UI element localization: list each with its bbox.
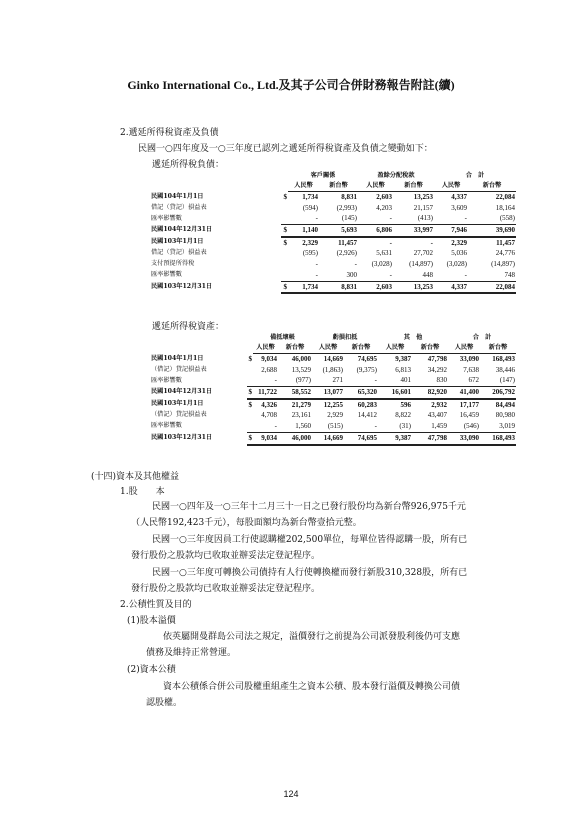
table-cell: 16,601 [378,386,412,398]
deferred-tax-intro: 民國一○四年度及一○三年度已認列之遞延所得稅資產及負債之變動如下： [138,144,433,154]
table-cell: - [253,375,278,386]
capital-surplus-paragraph-b: 認股權。 [146,698,183,708]
share-capital-paragraph-3a: 民國一○三年度可轉換公司債持有人行使轉換權而發行新股310,328股，所有已 [152,568,468,578]
table-cell: 596 [400,400,411,409]
table-cell: - [253,421,278,432]
table-cell: (546) [448,421,480,432]
table-cell: 43,407 [427,411,447,420]
table-cell: 65,320 [344,386,378,398]
table-cell: (3,028) [371,260,392,269]
table-cell: (515) [312,421,344,432]
table-cell: 1,734 [302,192,318,201]
table-row [150,203,516,214]
table-cell: - [389,238,392,247]
row-label: 借記（貸記）損益表 [151,249,207,257]
table-cell: 80,980 [495,411,515,420]
table-cell: 6,813 [395,365,411,374]
table-cell: (3,028) [446,260,467,269]
table-cell: 4,326 [261,400,277,409]
table-cell: 2,932 [431,400,447,409]
table-row [150,375,516,386]
table-cell: 13,253 [413,192,433,201]
deferred-tax-assets-caption: 遞延所得稅資產： [152,322,225,332]
table-row [150,191,516,202]
table-cell: - [358,213,393,224]
table-cell: - [434,270,468,281]
table-cell: 5,036 [451,249,467,258]
table-cell: 1,140 [288,224,319,236]
table-cell: (31) [378,421,412,432]
row-label: 匯率影響數 [151,271,182,279]
table-cell: 13,077 [312,386,344,398]
table-cell: 4,708 [261,411,277,420]
page-number: 124 [283,789,299,799]
table-cell: 46,000 [291,354,311,363]
table-cell: 4,203 [376,203,392,212]
table-row [150,248,516,259]
table-row [150,365,516,376]
table-cell: 74,695 [357,354,377,363]
table-row [150,353,516,364]
table-cell: 34,292 [427,365,447,374]
row-label: （借記）貸記損益表 [151,411,207,419]
header-blank [281,170,288,181]
table-cell: 14,669 [312,432,344,444]
table-cell: 2,688 [261,365,277,374]
table-cell: 2,929 [327,411,343,420]
currency-symbol [281,270,288,281]
table-row [150,270,516,281]
table-cell: 17,177 [459,400,479,409]
table-cell: 8,831 [341,192,357,201]
table-cell: 6,806 [358,224,393,236]
currency-symbol: $ [247,432,253,444]
table-cell: 271 [312,375,344,386]
row-label: 支付預提所得稅 [151,260,195,268]
row-label: 民國104年12月31日 [151,388,213,396]
row-label: 匯率影響數 [151,214,182,222]
table-cell: 18,164 [495,203,515,212]
table-cell: 748 [468,270,516,281]
row-label: 匯率影響數 [151,376,182,384]
table-cell: 3,609 [451,203,467,212]
share-capital-paragraph-2a: 民國一○三年度因員工行使認購權202,500單位，每單位皆得認購一股，所有已 [152,535,468,545]
table-row [150,259,516,270]
table-cell: 13,529 [291,365,311,374]
currency-symbol [281,213,288,224]
table-cell: - [358,270,393,281]
table-cell: 1,560 [278,421,312,432]
share-capital-paragraph-1b: （人民幣192,423千元），每股面額均為新台幣壹拾元整。 [131,518,362,528]
group-header: 盈餘分配稅款 [377,171,415,179]
table-cell: 33,090 [459,354,479,363]
table-cell: (2,993) [336,203,357,212]
table-cell: 13,253 [393,281,434,293]
table-cell: 2,603 [376,192,392,201]
table-cell: 9,387 [395,354,411,363]
table-cell: 9,034 [261,354,277,363]
table-cell: - [288,213,319,224]
table-cell: - [434,213,468,224]
currency-symbol [281,259,288,270]
currency-header: 新台幣 [468,181,516,192]
currency-symbol: $ [283,238,287,247]
reserves-heading: 2.公積性質及目的 [120,600,192,610]
section-heading-deferred-tax: 2.遞延所得稅資產及負債 [120,128,219,138]
currency-header: 新台幣 [393,181,434,192]
row-label: 民國103年1月1日 [151,400,204,408]
row-label: 匯率影響數 [151,422,182,430]
table-row [150,224,516,236]
group-header-row [150,332,516,343]
table-cell: 22,084 [468,281,516,293]
currency-header: 人民幣 [448,343,480,354]
table-cell: 16,459 [459,411,479,420]
table-row [150,386,516,398]
share-premium-heading: (1)股本溢價 [127,616,176,626]
table-cell: 39,690 [468,224,516,236]
currency-symbol [281,203,288,214]
table-cell: 830 [412,375,448,386]
table-row [150,213,516,224]
currency-header: 人民幣 [434,181,468,192]
share-capital-paragraph-2b: 發行股份之股款均已收取並辦妥法定登記程序。 [131,551,321,561]
row-label: 民國103年1月1日 [151,238,204,246]
table-cell: 74,695 [344,432,378,444]
table-cell: (558) [468,213,516,224]
table-cell: - [344,421,378,432]
currency-header: 人民幣 [253,343,278,354]
table-cell: 82,920 [412,386,448,398]
header-blank [281,181,288,192]
table-cell: - [354,260,357,269]
group-header: 其 他 [403,333,423,341]
section-heading-equity: (十四)資本及其他權益 [91,472,180,482]
group-header: 合 計 [472,333,492,341]
table-cell: (145) [319,213,358,224]
table-cell: 206,792 [480,386,516,398]
currency-header: 人民幣 [288,181,319,192]
group-header-row [150,170,516,181]
deferred-tax-liabilities-caption: 遞延所得稅負債： [152,160,225,170]
table-cell: (14,897) [491,260,515,269]
table-cell: (147) [480,375,516,386]
currency-symbol: $ [281,224,288,236]
table-cell: 1,459 [412,421,448,432]
table-cell: 27,702 [413,249,433,258]
currency-header: 人民幣 [378,343,412,354]
table-cell: 7,946 [434,224,468,236]
row-label: 民國104年1月1日 [151,192,204,200]
table-cell: 448 [393,270,434,281]
row-label: 民國104年1月1日 [151,354,204,362]
table-cell: 41,400 [448,386,480,398]
currency-symbol [281,248,288,259]
table-cell: (14,897) [409,260,433,269]
currency-header: 新台幣 [319,181,358,192]
currency-header-row [150,343,516,354]
table-cell: 38,446 [495,365,515,374]
table-cell: 47,798 [427,354,447,363]
table-row [150,399,516,411]
table-cell: 58,552 [278,386,312,398]
table-cell: 8,822 [395,411,411,420]
table-cell: (2,926) [336,249,357,258]
table-cell: 11,722 [253,386,278,398]
capital-surplus-heading: (2)資本公積 [127,665,176,675]
table-cell: 12,255 [323,400,343,409]
currency-header: 人民幣 [312,343,344,354]
table-cell: 672 [448,375,480,386]
table-row [150,237,516,249]
currency-symbol: $ [283,192,287,201]
table-cell: 21,157 [413,203,433,212]
table-cell: 9,034 [253,432,278,444]
table-cell: (413) [393,213,434,224]
table-row [150,410,516,421]
table-cell: 168,493 [492,354,515,363]
table-cell: (977) [278,375,312,386]
table-cell: 24,776 [495,249,515,258]
table-cell: 401 [378,375,412,386]
deferred-tax-liabilities-table [150,170,516,294]
currency-symbol: $ [248,354,252,363]
table-cell: 3,019 [480,421,516,432]
table-cell: (595) [302,249,318,258]
table-cell: - [430,238,433,247]
table-cell: 21,279 [291,400,311,409]
table-cell: (594) [302,203,318,212]
table-cell: 14,412 [357,411,377,420]
share-capital-paragraph-3b: 發行股份之股款均已收取並辦妥法定登記程序。 [131,584,321,594]
row-label: 民國103年12月31日 [151,282,213,290]
table-cell: (9,375) [356,365,377,374]
header-blank [150,170,281,181]
table-row [150,421,516,432]
table-row [150,281,516,293]
table-cell: 11,457 [338,238,357,247]
deferred-tax-assets-table [150,332,516,446]
table-cell: - [288,270,319,281]
group-header: 備抵壞帳 [270,333,295,341]
row-label: （借記）貸記損益表 [151,365,207,373]
table-cell: 8,831 [319,281,358,293]
table-cell: 33,997 [393,224,434,236]
header-blank [150,332,247,343]
table-cell: 4,337 [434,281,468,293]
currency-symbol: $ [247,386,253,398]
currency-header-row [150,181,516,192]
share-premium-paragraph-a: 依英屬開曼群島公司法之規定，溢價發行之前提為公司派發股利後仍可支應 [163,632,461,642]
table-cell: 23,161 [291,411,311,420]
table-cell: 2,603 [358,281,393,293]
group-header: 客戶關係 [310,171,336,179]
table-cell: 60,283 [357,400,377,409]
header-blank [150,343,247,354]
table-cell: 33,090 [448,432,480,444]
share-capital-paragraph-1a: 民國一○四年及一○三年十二月三十一日之已發行股份均為新台幣926,975千元 [152,502,466,512]
table-cell: 7,638 [463,365,479,374]
table-cell: - [315,260,318,269]
capital-surplus-paragraph-a: 資本公積係合併公司股權重組產生之資本公積、股本發行溢價及轉換公司債 [163,682,461,692]
group-header: 合 計 [465,171,485,179]
currency-header: 新台幣 [412,343,448,354]
table-cell: (1,863) [322,365,343,374]
row-label: 借記（貸記）損益表 [151,203,207,211]
table-cell: 4,337 [451,192,467,201]
table-cell: 47,798 [412,432,448,444]
page-title: Ginko International Co., Ltd.及其子公司合併財務報告附註(續) [127,78,455,92]
group-header: 虧損扣抵 [332,333,358,341]
table-cell: 22,084 [495,192,515,201]
table-cell: 11,457 [496,238,515,247]
currency-header: 新台幣 [480,343,516,354]
table-cell: 168,493 [480,432,516,444]
row-label: 民國104年12月31日 [151,226,213,234]
table-cell: 1,734 [288,281,319,293]
table-cell: 5,693 [319,224,358,236]
currency-header: 人民幣 [358,181,393,192]
table-cell: 2,329 [302,238,318,247]
table-cell: 14,669 [323,354,343,363]
row-label: 民國103年12月31日 [151,434,213,442]
table-cell: 5,631 [376,249,392,258]
table-cell: 300 [319,270,358,281]
currency-header: 新台幣 [344,343,378,354]
currency-symbol: $ [281,281,288,293]
share-capital-heading: 1.股 本 [120,487,165,497]
share-premium-paragraph-b: 債務及維持正常營運。 [146,648,237,658]
table-cell: - [344,375,378,386]
table-row [150,432,516,444]
currency-symbol: $ [248,400,252,409]
table-cell: 9,387 [378,432,412,444]
header-blank [150,181,281,192]
table-cell: 46,000 [278,432,312,444]
table-cell: 84,494 [495,400,515,409]
currency-header: 新台幣 [278,343,312,354]
table-cell: 2,329 [451,238,467,247]
